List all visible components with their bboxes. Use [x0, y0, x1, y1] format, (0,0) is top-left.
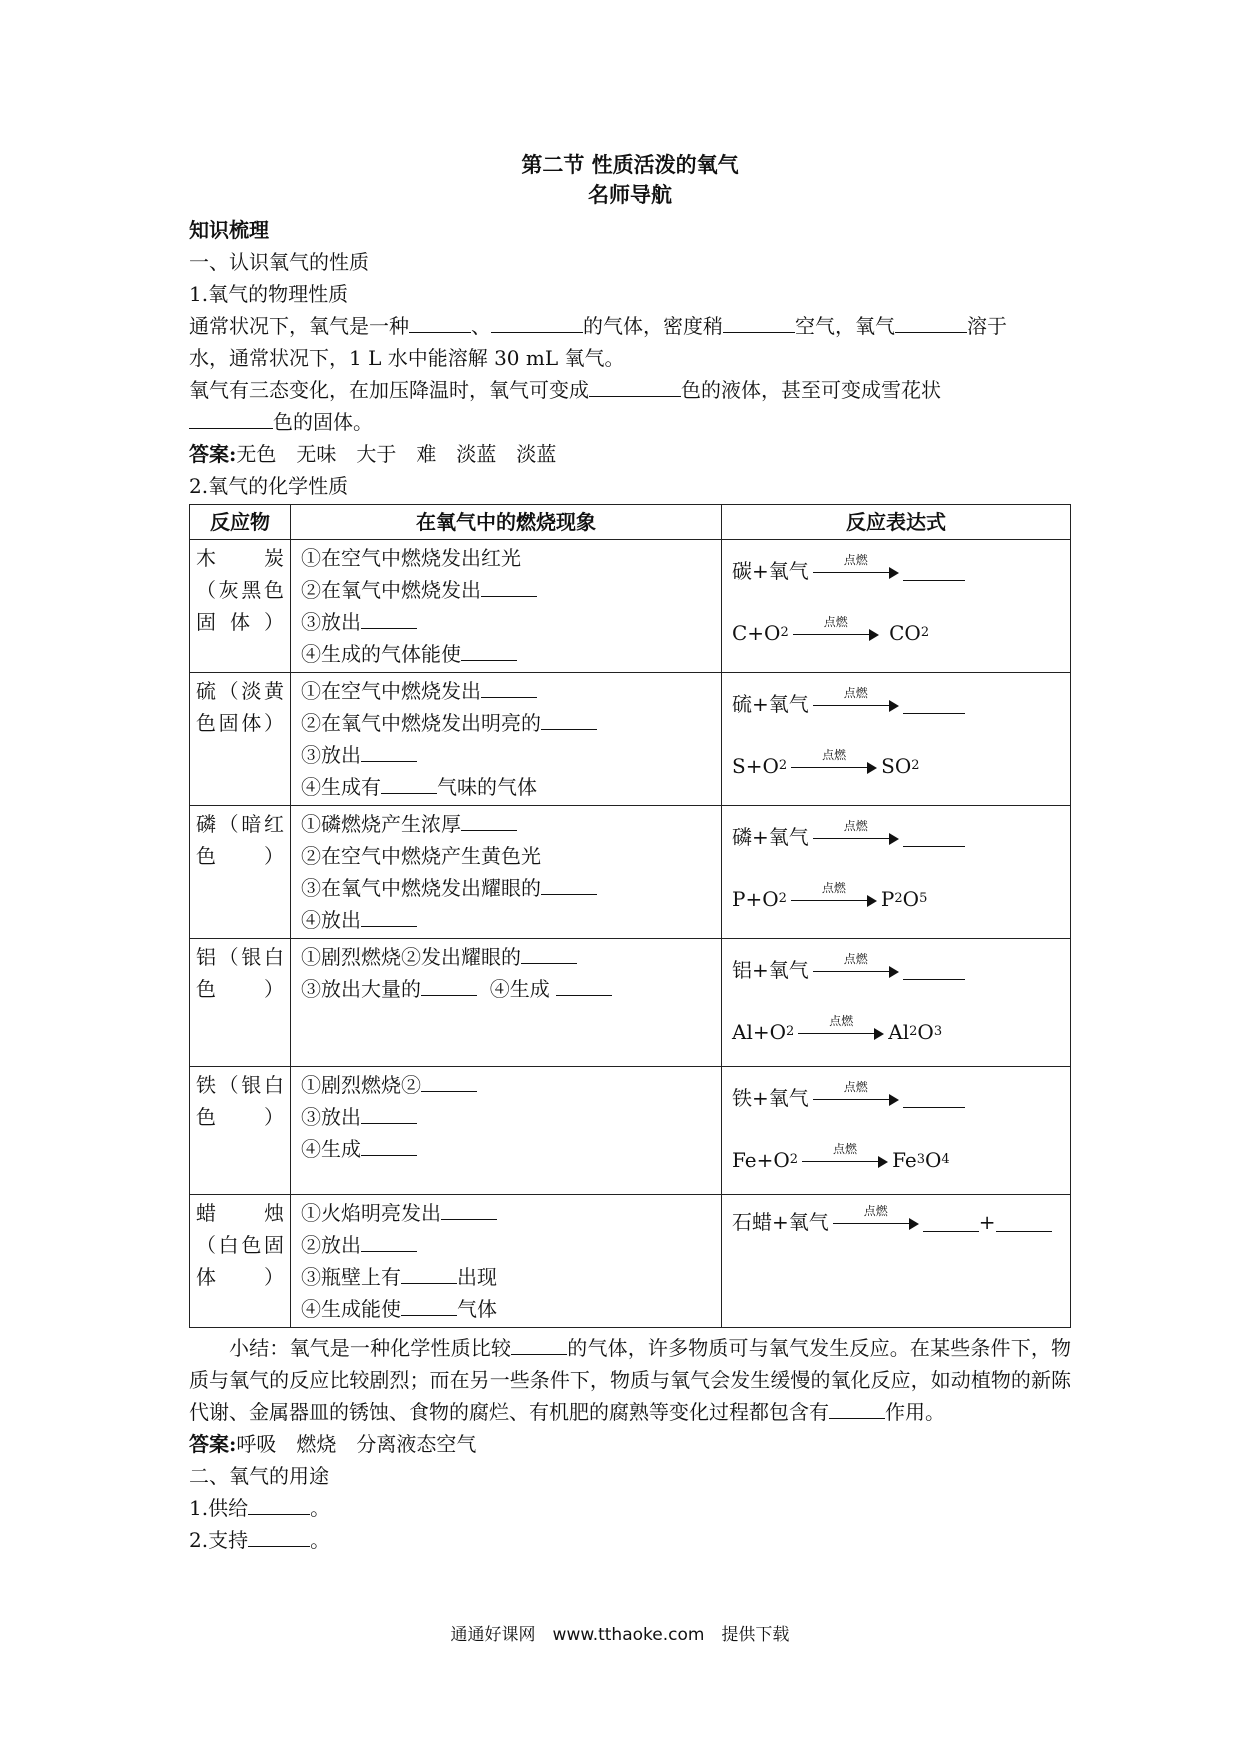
table-row: [190, 540, 1071, 673]
fill-blank: [481, 578, 537, 597]
fill-blank: [903, 961, 965, 980]
formula-equation: S+O 2 点燃 SO 2: [732, 748, 920, 778]
fill-blank: [421, 1073, 477, 1092]
fill-blank: [481, 679, 537, 698]
uses-item-1: 1.供给 。: [189, 1496, 331, 1520]
arrow-icon: 点燃: [813, 1088, 899, 1108]
expression-cell: [722, 1195, 1071, 1328]
arrow-icon: 点燃: [833, 1212, 919, 1232]
document-page: [189, 150, 1071, 1556]
phenomenon-cell: ①火焰明亮发出 ②放出 ③瓶壁上有 出现 ④生成能使 气体: [291, 1195, 722, 1328]
fill-blank: [441, 1201, 497, 1220]
page-subtitle: 名师导航: [588, 182, 672, 207]
fill-blank: [361, 1137, 417, 1156]
fill-blank: [361, 1233, 417, 1252]
formula-equation: Al+O 2 点燃 Al 2 O 3: [732, 1014, 943, 1044]
expression-cell: [722, 540, 1071, 673]
table-row: [190, 1067, 1071, 1195]
physical-title: 1.氧气的物理性质: [189, 282, 349, 306]
arrow-icon: 点燃: [793, 623, 879, 643]
fill-blank: [189, 410, 273, 429]
table-header: 反应表达式: [722, 505, 1071, 540]
table-header: 反应物: [190, 505, 291, 540]
expression-cell: [722, 939, 1071, 1067]
fill-blank: [491, 314, 583, 333]
physical-paragraph-2: 水，通常状况下，1 L 水中能溶解 30 mL 氧气。: [189, 346, 625, 370]
formula-equation: P+O 2 点燃 P 2 O 5: [732, 881, 928, 911]
phenomenon-cell: ①磷燃烧产生浓厚 ②在空气中燃烧产生黄色光 ③在氧气中燃烧发出耀眼的 ④放出: [291, 806, 722, 939]
reactant-cell: 硫（淡黄色固体）: [190, 673, 291, 806]
reactant-cell: 木 炭（灰黑色 固体）: [190, 540, 291, 673]
table-row: [190, 673, 1071, 806]
table-header: 在氧气中的燃烧现象: [291, 505, 722, 540]
phenomenon-cell: ①剧烈燃烧② ③放出 ④生成: [291, 1067, 722, 1195]
word-equation: 硫+氧气 点燃: [732, 687, 1060, 721]
arrow-icon: 点燃: [791, 756, 877, 776]
formula-equation: C+O 2 点燃 CO 2: [732, 615, 930, 645]
fill-blank: [361, 908, 417, 927]
arrow-icon: 点燃: [802, 1150, 888, 1170]
part2-title: 二、氧气的用途: [189, 1464, 329, 1488]
summary-answer: 答案:呼吸 燃烧 分离液态空气: [189, 1432, 477, 1456]
arrow-icon: 点燃: [791, 889, 877, 909]
expression-cell: [722, 1067, 1071, 1195]
fill-blank: [401, 1297, 457, 1316]
phenomenon-cell: ①剧烈燃烧②发出耀眼的 ③放出大量的 ④生成: [291, 939, 722, 1067]
expression-cell: [722, 806, 1071, 939]
fill-blank: [401, 1265, 457, 1284]
reactant-cell: 蜡 烛（白色固体）: [190, 1195, 291, 1328]
fill-blank: [461, 812, 517, 831]
fill-blank: [923, 1213, 979, 1232]
fill-blank: [409, 314, 471, 333]
fill-blank: [248, 1496, 310, 1515]
fill-blank: [541, 711, 597, 730]
reactant-cell: 磷（暗红色）: [190, 806, 291, 939]
fill-blank: [361, 743, 417, 762]
phenomenon-cell: ①在空气中燃烧发出红光 ②在氧气中燃烧发出 ③放出 ④生成的气体能使: [291, 540, 722, 673]
page-footer: 通通好课网 www.tthaoke.com 提供下载: [450, 1625, 790, 1645]
fill-blank: [996, 1213, 1052, 1232]
reactant-cell: 铝（银白色）: [190, 939, 291, 1067]
fill-blank: [589, 378, 681, 397]
fill-blank: [895, 314, 967, 333]
arrow-icon: 点燃: [798, 1022, 884, 1042]
fill-blank: [723, 314, 795, 333]
formula-equation: Fe+O 2 点燃 Fe 3 O 4: [732, 1142, 950, 1172]
fill-blank: [829, 1400, 885, 1419]
reaction-table: [189, 504, 1071, 1328]
table-row: [190, 1195, 1071, 1328]
expression-cell: [722, 673, 1071, 806]
table-row: [190, 806, 1071, 939]
word-equation: 磷+氧气 点燃: [732, 820, 1060, 854]
table-header-row: [190, 505, 1071, 540]
fill-blank: [511, 1336, 567, 1355]
fill-blank: [461, 642, 517, 661]
arrow-icon: 点燃: [813, 694, 899, 714]
arrow-icon: 点燃: [813, 960, 899, 980]
fill-blank: [381, 775, 437, 794]
fill-blank: [903, 695, 965, 714]
chemical-title: 2.氧气的化学性质: [189, 474, 349, 498]
fill-blank: [903, 828, 965, 847]
arrow-icon: 点燃: [813, 561, 899, 581]
fill-blank: [541, 876, 597, 895]
fill-blank: [556, 977, 612, 996]
word-equation: 铁+氧气 点燃: [732, 1081, 1060, 1115]
word-equation: 碳+氧气 点燃: [732, 554, 1060, 588]
physical-paragraph-3: 氧气有三态变化，在加压降温时，氧气可变成 色的液体，甚至可变成雪花状: [189, 378, 941, 402]
word-equation: 铝+氧气 点燃: [732, 953, 1060, 987]
physical-paragraph-1: 通常状况下，氧气是一种 、 的气体，密度稍 空气，氧气 溶于: [189, 314, 1007, 338]
physical-answer: 答案:无色 无味 大于 难 淡蓝 淡蓝: [189, 442, 557, 466]
fill-blank: [903, 562, 965, 581]
page-title: 第二节 性质活泼的氧气: [521, 152, 739, 177]
fill-blank: [521, 945, 577, 964]
word-equation: 石蜡+氧气 点燃 +: [732, 1205, 1060, 1239]
physical-paragraph-4: 色的固体。: [189, 406, 1071, 438]
section-heading: 知识梳理: [189, 218, 269, 242]
fill-blank: [248, 1528, 310, 1547]
arrow-icon: 点燃: [813, 827, 899, 847]
fill-blank: [361, 610, 417, 629]
part1-title: 一、认识氧气的性质: [189, 250, 369, 274]
fill-blank: [903, 1089, 965, 1108]
table-row: [190, 939, 1071, 1067]
summary-paragraph: 小结：氧气是一种化学性质比较 的气体，许多物质可与氧气发生反应。在某些条件下，物质与氧气的反应比较剧烈；而在另一些条件下，物质与氧气会发生缓慢的氧化反应，如动植物的新陈代谢、金属器皿的锈蚀、食物的腐烂、有机肥的腐熟等变化过程都包含有 作用。: [189, 1336, 1072, 1424]
fill-blank: [421, 977, 477, 996]
phenomenon-cell: ①在空气中燃烧发出 ②在氧气中燃烧发出明亮的 ③放出 ④生成有 气味的气体: [291, 673, 722, 806]
fill-blank: [361, 1105, 417, 1124]
uses-item-2: 2.支持 。: [189, 1528, 331, 1552]
reactant-cell: 铁（银白色）: [190, 1067, 291, 1195]
